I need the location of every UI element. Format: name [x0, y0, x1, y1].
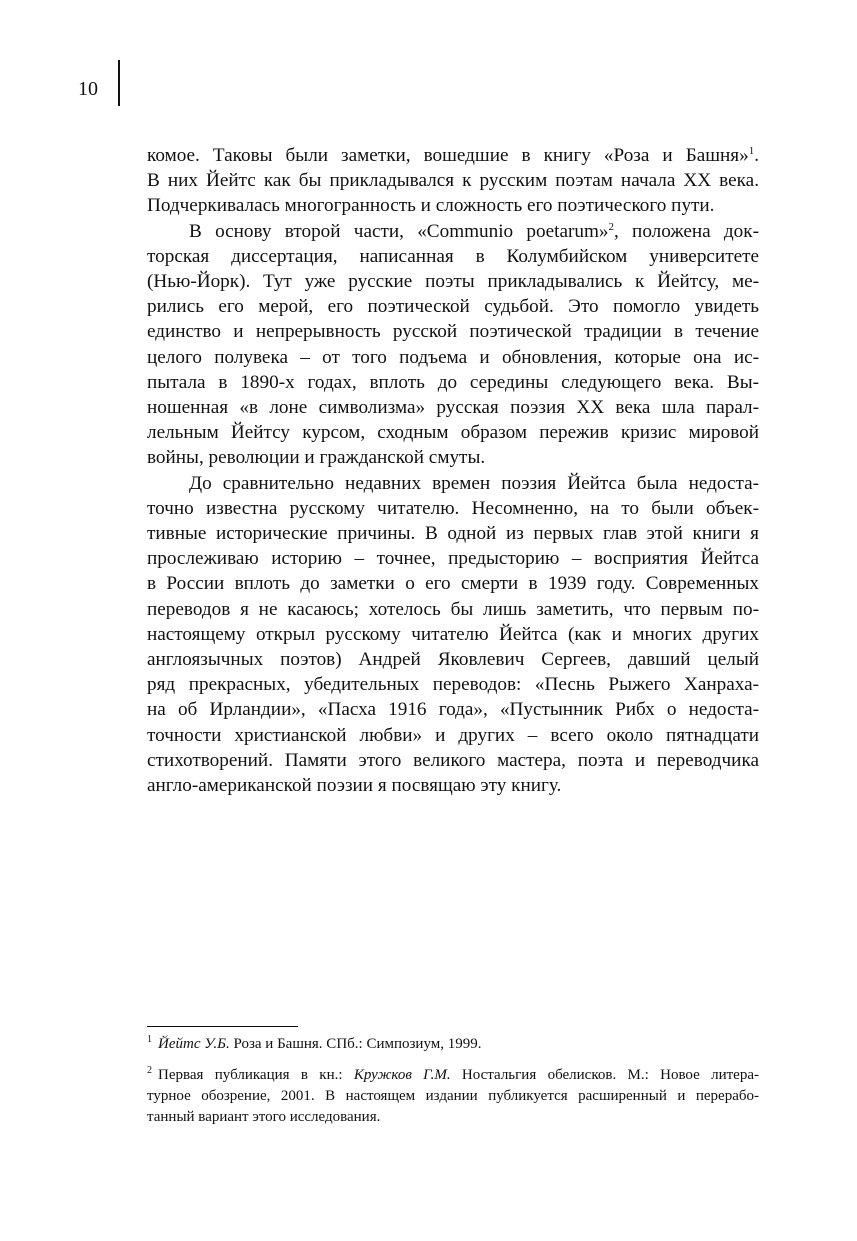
text-line: лельным Йейтсу курсом, сходным образом пережив кризис мировой	[147, 422, 759, 444]
text-line: точно известна русскому читателю. Несомненно, на то были объек-	[147, 497, 759, 519]
text-line: войны, революции и гражданской смуты.	[147, 447, 486, 469]
footnote-rule	[147, 1026, 298, 1027]
text-run: , положена док-	[613, 220, 759, 242]
text-line: целого полувека – от того подъема и обновления, которые она ис-	[147, 346, 759, 368]
text-line: переводов я не касаюсь; хотелось бы лишь заметить, что первым по-	[147, 598, 759, 620]
footnote-1	[147, 1034, 759, 1055]
text-line: стихотворений. Памяти этого великого мастера, поэта и переводчика	[147, 749, 759, 771]
text-line: англоязычных поэтов) Андрей Яковлевич Сергеев, давший целый	[147, 649, 759, 671]
text-run: комое. Таковы были заметки, вошедшие в книгу «Роза и Башня»	[147, 145, 749, 166]
paragraph-2	[147, 219, 759, 471]
text-line: ношенная «в лоне символизма» русская поэзия XX века шла парал-	[147, 397, 759, 419]
footnote-author: Йейтс У.Б.	[158, 1036, 230, 1052]
text-line: До сравнительно недавних времен поэзия Йейтса была недоста-	[189, 472, 759, 494]
text-line: прослеживаю историю – точнее, предысторию – восприятия Йейтса	[147, 548, 759, 570]
text-line: точности христианской любви» и других – всего около пятнадцати	[147, 724, 759, 746]
text-line: рились его мерой, его поэтической судьбой. Это помогло увидеть	[147, 296, 759, 318]
text-line: торская диссертация, написанная в Колумбийском университете	[147, 245, 759, 267]
text-line	[147, 143, 759, 168]
text-line: танный вариант этого исследования.	[147, 1109, 381, 1125]
text-run: Первая публикация в кн.:	[158, 1067, 354, 1083]
paragraph-1	[147, 143, 759, 219]
text-run: Ностальгия обелисков. М.: Новое литера-	[450, 1067, 759, 1083]
footnotes	[147, 1034, 759, 1138]
text-run: В основу второй части, «Communio poetarum»	[189, 220, 609, 242]
footnote-author: Кружков Г.М.	[353, 1067, 451, 1083]
footnote-ref-2: 2	[608, 220, 614, 233]
footnote-ref-1: 1	[748, 145, 755, 157]
text-line: пытала в 1890-х годах, вплоть до середины следующего века. Вы-	[147, 371, 759, 393]
text-line: англо-американской поэзии я посвящаю эту книгу.	[147, 775, 562, 797]
text-line: настоящему открыл русскому читателю Йейтса (как и многих других	[147, 623, 759, 645]
text-line: (Нью-Йорк). Тут уже русские поэты прикладывались к Йейтсу, ме-	[147, 271, 759, 293]
text-line: в России вплоть до заметки о его смерти в 1939 году. Современных	[147, 573, 759, 595]
text-line: единство и непрерывность русской поэтической традиции в течение	[147, 321, 759, 343]
text-line	[147, 1034, 759, 1055]
text-line: Подчеркивалась многогранность и сложность его поэтического пути.	[147, 195, 715, 217]
footnote-mark: 1	[147, 1034, 152, 1045]
text-run: Роза и Башня. СПб.: Симпозиум, 1999.	[229, 1036, 482, 1052]
footnote-2	[147, 1065, 759, 1128]
page-number: 10	[78, 78, 98, 100]
text-line: В них Йейтс как бы прикладывался к русским поэтам начала XX века.	[147, 170, 759, 192]
text-line	[147, 219, 759, 244]
header-rule	[118, 60, 120, 106]
text-line: на об Ирландии», «Пасха 1916 года», «Пустынник Рибх о недоста-	[147, 699, 759, 721]
text-run: .	[754, 145, 759, 166]
footnote-mark: 2	[147, 1065, 152, 1076]
paragraph-3	[147, 471, 759, 799]
text-line	[147, 1065, 759, 1086]
text-line: тивные исторические причины. В одной из первых глав этой книги я	[147, 523, 759, 545]
text-line: ряд прекрасных, убедительных переводов: «Песнь Рыжего Ханраха-	[147, 674, 759, 696]
text-line: турное обозрение, 2001. В настоящем издании публикуется расширенный и перерабо-	[147, 1088, 759, 1104]
main-text	[147, 143, 759, 798]
